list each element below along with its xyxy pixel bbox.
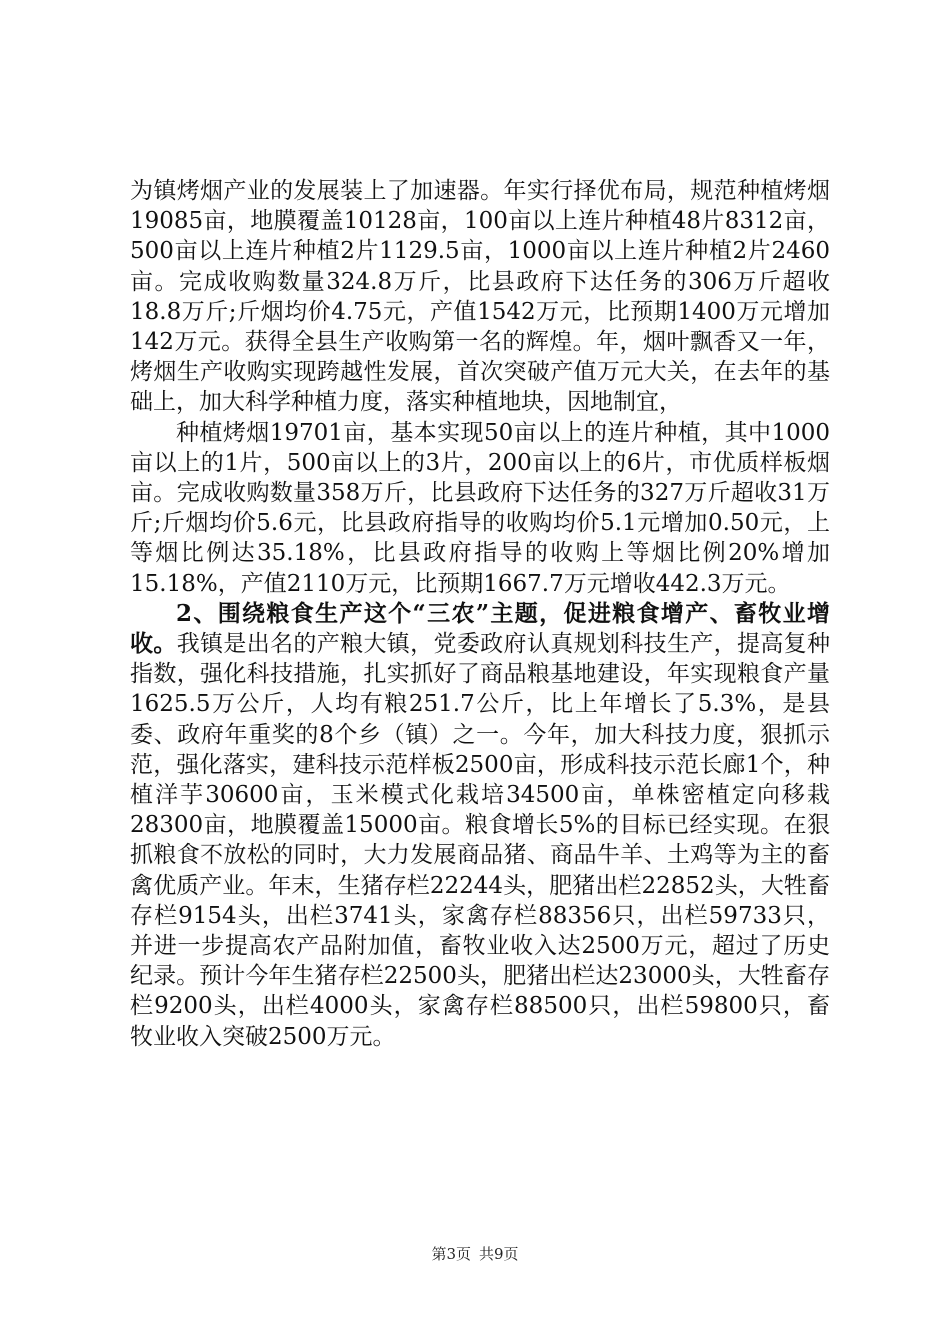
page-footer [0, 1243, 950, 1264]
page-total: 共9页 [479, 1245, 519, 1263]
paragraph-tobacco-current-year: 种植烤烟19701亩，基本实现50亩以上的连片种植，其中1000亩以上的1片，500亩以上的3片，200亩以上的6片，市优质样板烟亩。完成收购数量358万斤，比县政府下达任务的327万斤超收31万斤;斤烟均价5.6元，比县政府指导的收购均价5.1元增加0.50元，上等烟比例达35.18%，比县政府指导的收购上等烟比例20%增加15.18%，产值2110万元，比预期1667.7万元增收442.3万元。 [130, 419, 830, 597]
paragraph-grain-production [130, 599, 830, 1052]
paragraph-tobacco-previous-year: 为镇烤烟产业的发展装上了加速器。年实行择优布局，规范种植烤烟19085亩，地膜覆盖10128亩，100亩以上连片种植48片8312亩，500亩以上连片种植2片1129.5亩，1000亩以上连片种植2片2460亩。完成收购数量324.8万斤，比县政府下达任务的306万斤超收18.8万斤;斤烟均价4.75元，产值1542万元，比预期1400万元增加142万元。获得全县生产收购第一名的辉煌。年，烟叶飘香又一年，烤烟生产收购实现跨越性发展，首次突破产值万元大关，在去年的基础上，加大科学种植力度，落实种植地块，因地制宜， [130, 178, 830, 416]
paragraph-grain-body: 我镇是出名的产粮大镇，党委政府认真规划科技生产，提高复种指数，强化科技措施，扎实抓好了商品粮基地建设，年实现粮食产量1625.5万公斤，人均有粮251.7公斤，比上年增长了5.3%，是县委、政府年重奖的8个乡（镇）之一。今年，加大科技力度，狠抓示范，强化落实，建科技示范样板2500亩，形成科技示范长廊1个，种植洋芋30600亩，玉米模式化栽培34500亩，单株密植定向移栽28300亩，地膜覆盖15000亩。粮食增长5%的目标已经实现。在狠抓粮食不放松的同时，大力发展商品猪、商品牛羊、土鸡等为主的畜禽优质产业。年末，生猪存栏22244头，肥猪出栏22852头，大牲畜存栏9154头，出栏3741头，家禽存栏88356只，出栏59733只，并进一步提高农产品附加值，畜牧业收入达2500万元，超过了历史纪录。预计今年生猪存栏22500头，肥猪出栏达23000头，大牲畜存栏9200头，出栏4000头，家禽存栏88500只，出栏59800只，畜牧业收入突破2500万元。 [130, 631, 831, 1050]
section-heading-grain: 2、围绕粮食生产这个“三农”主题，促进粮食增产、畜牧业增收。 [130, 599, 830, 658]
document-body [130, 176, 830, 1052]
page-number: 第3页 [431, 1245, 471, 1263]
